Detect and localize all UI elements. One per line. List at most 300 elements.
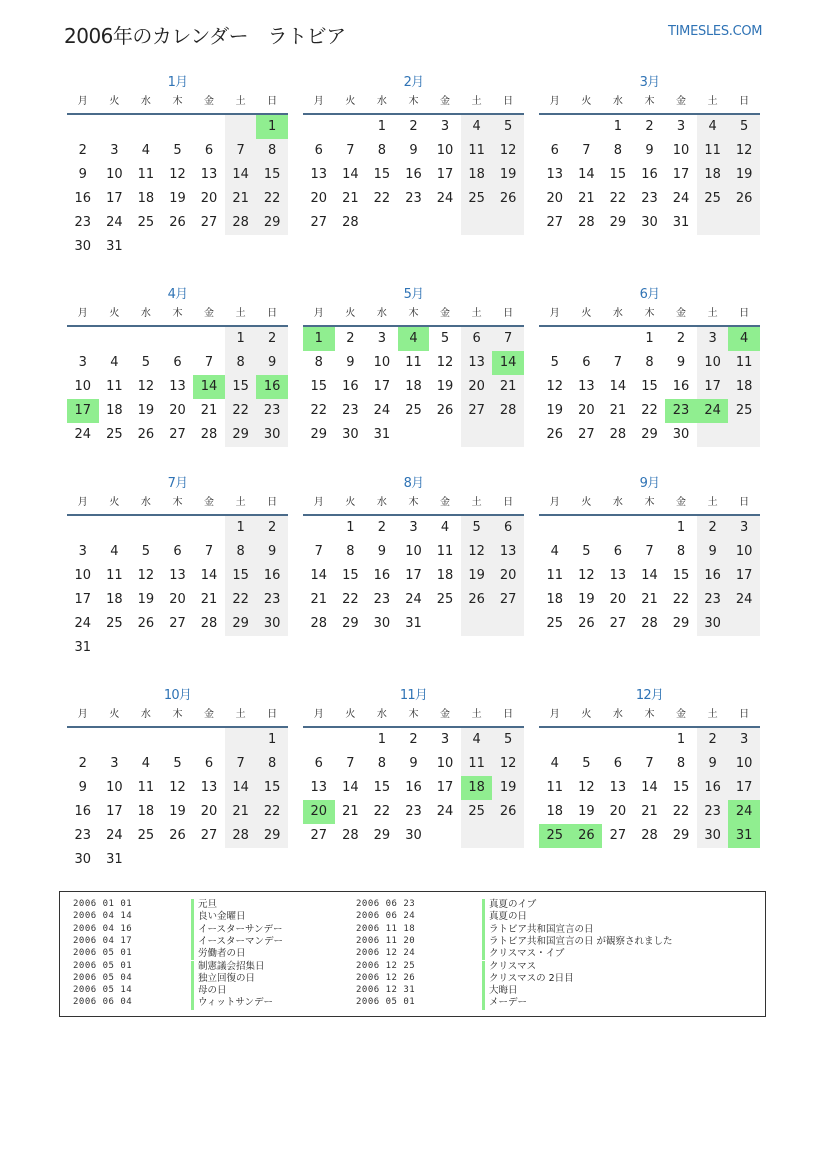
weekday-label: 火 (109, 497, 120, 508)
day-cell: 2 (708, 732, 717, 747)
day-cell: 17 (106, 191, 123, 206)
day-cell: 14 (232, 780, 249, 795)
weekday-label: 月 (313, 709, 324, 720)
day-cell: 1 (268, 732, 277, 747)
day-cell: 24 (436, 804, 454, 819)
legend-holiday-name: 独立回復の日 (191, 973, 255, 985)
day-cell: 9 (268, 355, 277, 370)
day-cell: 18 (546, 592, 564, 607)
weekday-label: 火 (581, 308, 592, 319)
weekday-label: 土 (235, 709, 246, 720)
day-cell: 11 (468, 143, 485, 158)
day-cell: 23 (74, 828, 92, 843)
day-cell: 19 (578, 804, 595, 819)
weekday-label: 火 (345, 308, 356, 319)
day-cell: 25 (106, 427, 123, 442)
weekday-label: 土 (471, 96, 482, 107)
day-cell: 5 (582, 544, 591, 559)
day-cell: 13 (546, 167, 564, 182)
day-cell: 3 (110, 756, 119, 771)
day-cell: 19 (436, 379, 454, 394)
day-grid (67, 728, 288, 872)
day-cell: 14 (342, 167, 359, 182)
day-cell: 15 (310, 379, 328, 394)
month-10 (67, 687, 288, 872)
day-cell: 21 (499, 379, 517, 394)
day-cell: 23 (704, 804, 721, 819)
day-cell: 31 (405, 616, 422, 631)
day-cell: 8 (314, 355, 323, 370)
day-cell: 13 (609, 568, 627, 583)
day-cell: 12 (578, 780, 595, 795)
day-cell: 29 (373, 828, 391, 843)
day-cell: 28 (609, 427, 627, 442)
weekday-label: 土 (235, 497, 246, 508)
day-cell: 6 (204, 143, 214, 158)
day-cell: 14 (641, 568, 658, 583)
day-cell: 27 (609, 828, 627, 843)
day-cell: 5 (472, 520, 481, 535)
weekday-label: 火 (345, 709, 356, 720)
weekday-label: 金 (440, 308, 451, 319)
day-cell: 13 (609, 780, 627, 795)
month-title: 8月 (403, 476, 424, 491)
holiday-day-cell: 31 (728, 824, 760, 848)
legend-holiday-name: 制憲議会招集日 (191, 961, 265, 973)
day-cell: 9 (708, 544, 717, 559)
day-cell: 28 (200, 427, 218, 442)
day-cell: 22 (373, 191, 391, 206)
day-cell: 7 (504, 331, 513, 346)
day-cell: 8 (236, 355, 245, 370)
weekday-header (539, 708, 760, 728)
weekday-label: 金 (676, 709, 687, 720)
day-cell: 26 (436, 403, 454, 418)
day-cell: 26 (137, 427, 155, 442)
day-cell: 29 (263, 215, 281, 230)
day-cell: 11 (405, 355, 422, 370)
day-cell: 21 (342, 191, 359, 206)
weekday-header (67, 496, 288, 516)
day-cell: 25 (106, 616, 123, 631)
month-1 (67, 74, 288, 259)
day-cell: 29 (232, 616, 249, 631)
day-cell: 10 (405, 544, 422, 559)
day-cell: 6 (472, 331, 481, 346)
day-cell: 9 (268, 544, 277, 559)
day-cell: 14 (232, 167, 249, 182)
day-cell: 31 (106, 852, 123, 867)
day-cell: 30 (672, 427, 690, 442)
day-cell: 9 (409, 756, 418, 771)
day-cell: 10 (436, 143, 454, 158)
legend-date: 2006 05 01 (73, 960, 133, 971)
holiday-day-cell: 25 (539, 824, 571, 848)
day-cell: 5 (582, 756, 591, 771)
weekday-label: 日 (267, 96, 278, 107)
holiday-day-cell: 1 (303, 327, 335, 351)
day-cell: 17 (405, 568, 422, 583)
weekday-label: 火 (345, 497, 356, 508)
day-cell: 7 (236, 756, 245, 771)
weekday-label: 木 (408, 497, 419, 508)
month-5 (303, 286, 524, 471)
weekday-header (539, 95, 760, 115)
day-cell: 27 (609, 616, 627, 631)
legend-date: 2006 05 01 (73, 948, 133, 959)
day-cell: 12 (468, 544, 485, 559)
legend-holiday-name: クリスマスの 2日目 (482, 973, 574, 985)
day-cell: 27 (578, 427, 595, 442)
day-cell: 11 (137, 167, 155, 182)
weekday-label: 金 (676, 308, 687, 319)
legend-holiday-name: イースターマンデー (191, 936, 283, 948)
day-cell: 16 (74, 191, 92, 206)
weekday-label: 月 (313, 497, 324, 508)
day-cell: 8 (676, 544, 686, 559)
day-cell: 26 (499, 191, 517, 206)
day-cell: 15 (641, 379, 658, 394)
day-cell: 11 (137, 780, 155, 795)
weekday-label: 月 (77, 308, 88, 319)
day-grid (67, 115, 288, 259)
day-cell: 16 (373, 568, 391, 583)
day-cell: 25 (436, 592, 454, 607)
day-grid (539, 728, 760, 872)
day-cell: 15 (232, 379, 249, 394)
day-cell: 26 (499, 804, 517, 819)
day-cell: 16 (263, 568, 281, 583)
day-cell: 20 (609, 804, 627, 819)
weekday-label: 木 (644, 709, 655, 720)
day-cell: 18 (468, 167, 485, 182)
weekday-header (303, 307, 524, 327)
weekday-label: 木 (408, 96, 419, 107)
day-cell: 1 (613, 119, 623, 134)
weekday-label: 水 (612, 96, 623, 107)
day-cell: 12 (137, 379, 155, 394)
weekday-label: 金 (204, 709, 215, 720)
holiday-day-cell: 24 (728, 800, 760, 824)
day-cell: 30 (704, 828, 721, 843)
weekday-label: 金 (440, 497, 451, 508)
day-cell: 22 (373, 804, 391, 819)
day-cell: 23 (342, 403, 359, 418)
day-cell: 25 (468, 804, 485, 819)
weekday-label: 月 (77, 96, 88, 107)
legend-holiday-name: 母の日 (191, 985, 227, 997)
day-cell: 29 (672, 828, 690, 843)
day-cell: 22 (672, 804, 690, 819)
legend-holiday-name: 元旦 (191, 899, 217, 911)
day-cell: 10 (735, 544, 753, 559)
day-cell: 11 (106, 379, 123, 394)
day-cell: 3 (740, 520, 749, 535)
day-cell: 22 (672, 592, 690, 607)
weekday-label: 木 (644, 497, 655, 508)
day-cell: 21 (200, 403, 218, 418)
day-cell: 12 (137, 568, 155, 583)
holiday-day-cell: 24 (697, 399, 729, 423)
day-cell: 22 (310, 403, 328, 418)
day-cell: 1 (676, 520, 686, 535)
day-cell: 28 (499, 403, 517, 418)
weekday-header (303, 95, 524, 115)
day-cell: 18 (436, 568, 454, 583)
day-cell: 4 (708, 119, 717, 134)
legend-date: 2006 06 24 (356, 911, 416, 922)
weekday-label: 月 (549, 308, 560, 319)
weekday-label: 金 (204, 96, 215, 107)
weekday-label: 日 (739, 497, 750, 508)
day-grid (303, 728, 524, 872)
month-2 (303, 74, 524, 259)
day-cell: 11 (704, 143, 721, 158)
day-cell: 1 (377, 732, 387, 747)
day-cell: 17 (373, 379, 391, 394)
day-cell: 2 (268, 520, 277, 535)
day-cell: 25 (137, 828, 155, 843)
day-cell: 3 (110, 143, 119, 158)
day-cell: 23 (263, 403, 281, 418)
day-grid (539, 115, 760, 259)
month-6 (539, 286, 760, 471)
day-cell: 18 (546, 804, 564, 819)
day-cell: 5 (173, 756, 182, 771)
day-cell: 10 (735, 756, 753, 771)
day-cell: 19 (169, 191, 186, 206)
legend-date: 2006 12 25 (356, 960, 416, 971)
day-cell: 26 (735, 191, 753, 206)
day-cell: 22 (232, 592, 249, 607)
day-cell: 10 (74, 568, 92, 583)
day-cell: 27 (169, 616, 186, 631)
day-cell: 14 (310, 568, 328, 583)
day-cell: 11 (436, 544, 454, 559)
legend-date: 2006 12 31 (356, 985, 416, 996)
legend-holiday-name: 真夏の日 (482, 911, 527, 923)
weekday-label: 月 (77, 709, 88, 720)
day-cell: 5 (173, 143, 182, 158)
day-cell: 20 (310, 191, 328, 206)
weekday-header (539, 307, 760, 327)
day-cell: 13 (310, 780, 328, 795)
weekday-label: 土 (235, 308, 246, 319)
day-cell: 16 (704, 568, 721, 583)
holiday-day-cell: 17 (67, 399, 99, 423)
day-cell: 3 (409, 520, 418, 535)
day-cell: 2 (645, 119, 654, 134)
day-cell: 19 (169, 804, 186, 819)
day-cell: 7 (236, 143, 245, 158)
day-cell: 14 (578, 167, 595, 182)
holiday-day-cell: 23 (665, 399, 697, 423)
day-cell: 28 (641, 828, 658, 843)
day-cell: 12 (499, 756, 517, 771)
day-cell: 9 (676, 355, 686, 370)
day-cell: 28 (310, 616, 328, 631)
day-cell: 16 (405, 167, 422, 182)
day-cell: 19 (137, 403, 155, 418)
legend-date: 2006 05 14 (73, 985, 133, 996)
weekday-label: 月 (549, 709, 560, 720)
legend-date: 2006 12 26 (356, 972, 416, 983)
day-cell: 16 (641, 167, 658, 182)
day-cell: 15 (342, 568, 359, 583)
legend-holiday-name: 大晦日 (482, 985, 518, 997)
day-cell: 7 (346, 756, 355, 771)
day-cell: 30 (263, 616, 281, 631)
day-cell: 30 (405, 828, 422, 843)
day-grid (303, 516, 524, 660)
day-cell: 25 (704, 191, 721, 206)
holiday-day-cell: 1 (256, 115, 288, 139)
legend-date: 2006 01 01 (73, 899, 133, 909)
day-cell: 30 (373, 616, 391, 631)
day-cell: 4 (472, 732, 481, 747)
day-cell: 20 (546, 191, 564, 206)
day-cell: 16 (704, 780, 721, 795)
day-cell: 8 (676, 756, 686, 771)
day-cell: 8 (268, 756, 277, 771)
day-cell: 18 (137, 804, 155, 819)
day-cell: 2 (377, 520, 387, 535)
weekday-header (67, 307, 288, 327)
day-cell: 19 (137, 592, 155, 607)
day-cell: 23 (405, 191, 422, 206)
month-title: 7月 (167, 476, 188, 491)
day-cell: 1 (377, 119, 387, 134)
holiday-day-cell: 18 (461, 776, 493, 800)
day-cell: 8 (268, 143, 277, 158)
day-cell: 13 (169, 379, 186, 394)
day-cell: 4 (440, 520, 450, 535)
day-cell: 6 (314, 756, 323, 771)
day-cell: 8 (377, 756, 387, 771)
holiday-day-cell: 14 (492, 351, 524, 375)
legend-date: 2006 04 14 (73, 911, 133, 922)
weekday-label: 木 (408, 709, 419, 720)
weekday-label: 木 (172, 308, 183, 319)
day-cell: 19 (578, 592, 595, 607)
weekday-label: 水 (376, 96, 387, 107)
day-cell: 13 (200, 780, 218, 795)
weekday-label: 木 (172, 497, 183, 508)
day-cell: 31 (373, 427, 391, 442)
day-cell: 24 (735, 592, 753, 607)
day-cell: 31 (672, 215, 690, 230)
day-cell: 6 (204, 756, 214, 771)
day-cell: 3 (740, 732, 749, 747)
day-cell: 13 (499, 544, 517, 559)
weekday-label: 土 (707, 96, 718, 107)
day-cell: 18 (137, 191, 155, 206)
day-cell: 20 (578, 403, 595, 418)
legend-date: 2006 04 17 (73, 935, 133, 946)
weekday-label: 木 (644, 308, 655, 319)
month-4 (67, 286, 288, 471)
weekday-label: 水 (612, 709, 623, 720)
day-cell: 22 (641, 403, 658, 418)
day-cell: 21 (200, 592, 218, 607)
day-cell: 17 (735, 780, 753, 795)
day-cell: 9 (708, 756, 717, 771)
day-cell: 10 (672, 143, 690, 158)
day-cell: 16 (405, 780, 422, 795)
day-cell: 23 (263, 592, 281, 607)
day-cell: 29 (342, 616, 359, 631)
day-cell: 24 (74, 427, 92, 442)
legend-date: 2006 11 20 (356, 935, 416, 946)
holiday-day-cell: 4 (398, 327, 430, 351)
day-cell: 1 (236, 520, 245, 535)
day-cell: 6 (504, 520, 513, 535)
day-cell: 13 (468, 355, 485, 370)
month-title: 12月 (635, 688, 664, 703)
day-cell: 29 (232, 427, 249, 442)
day-cell: 17 (436, 780, 454, 795)
day-cell: 2 (676, 331, 686, 346)
day-cell: 27 (169, 427, 186, 442)
month-title: 3月 (639, 75, 660, 90)
day-cell: 10 (106, 780, 123, 795)
day-cell: 20 (468, 379, 485, 394)
month-9 (539, 475, 760, 660)
day-cell: 21 (609, 403, 627, 418)
day-cell: 30 (342, 427, 359, 442)
brand-logo[interactable]: TIMESLES.COM (668, 24, 763, 39)
day-cell: 21 (578, 191, 595, 206)
day-cell: 19 (468, 568, 485, 583)
month-title: 6月 (639, 287, 660, 302)
day-cell: 5 (740, 119, 749, 134)
day-cell: 27 (200, 828, 218, 843)
day-cell: 12 (499, 143, 517, 158)
day-cell: 3 (440, 732, 450, 747)
weekday-label: 土 (707, 709, 718, 720)
day-cell: 17 (106, 804, 123, 819)
weekday-header (67, 95, 288, 115)
weekday-label: 火 (581, 96, 592, 107)
day-cell: 2 (346, 331, 355, 346)
legend-date: 2006 05 01 (356, 997, 416, 1008)
day-cell: 15 (232, 568, 249, 583)
day-cell: 20 (169, 592, 186, 607)
day-cell: 6 (173, 355, 182, 370)
day-cell: 13 (310, 167, 328, 182)
weekday-label: 金 (440, 709, 451, 720)
day-cell: 7 (314, 544, 323, 559)
month-3 (539, 74, 760, 259)
legend-holiday-name: メーデー (482, 997, 527, 1009)
day-cell: 15 (373, 780, 391, 795)
day-cell: 8 (377, 143, 387, 158)
day-cell: 21 (641, 804, 658, 819)
day-cell: 26 (468, 592, 485, 607)
day-grid (539, 327, 760, 471)
month-11 (303, 687, 524, 872)
holiday-day-cell: 16 (256, 375, 288, 399)
weekday-label: 月 (77, 497, 88, 508)
day-cell: 8 (613, 143, 623, 158)
day-cell: 30 (74, 239, 92, 254)
weekday-header (539, 496, 760, 516)
day-cell: 9 (78, 780, 87, 795)
weekday-label: 土 (471, 709, 482, 720)
day-cell: 21 (232, 191, 249, 206)
weekday-label: 水 (376, 497, 387, 508)
holiday-legend (59, 891, 766, 1017)
